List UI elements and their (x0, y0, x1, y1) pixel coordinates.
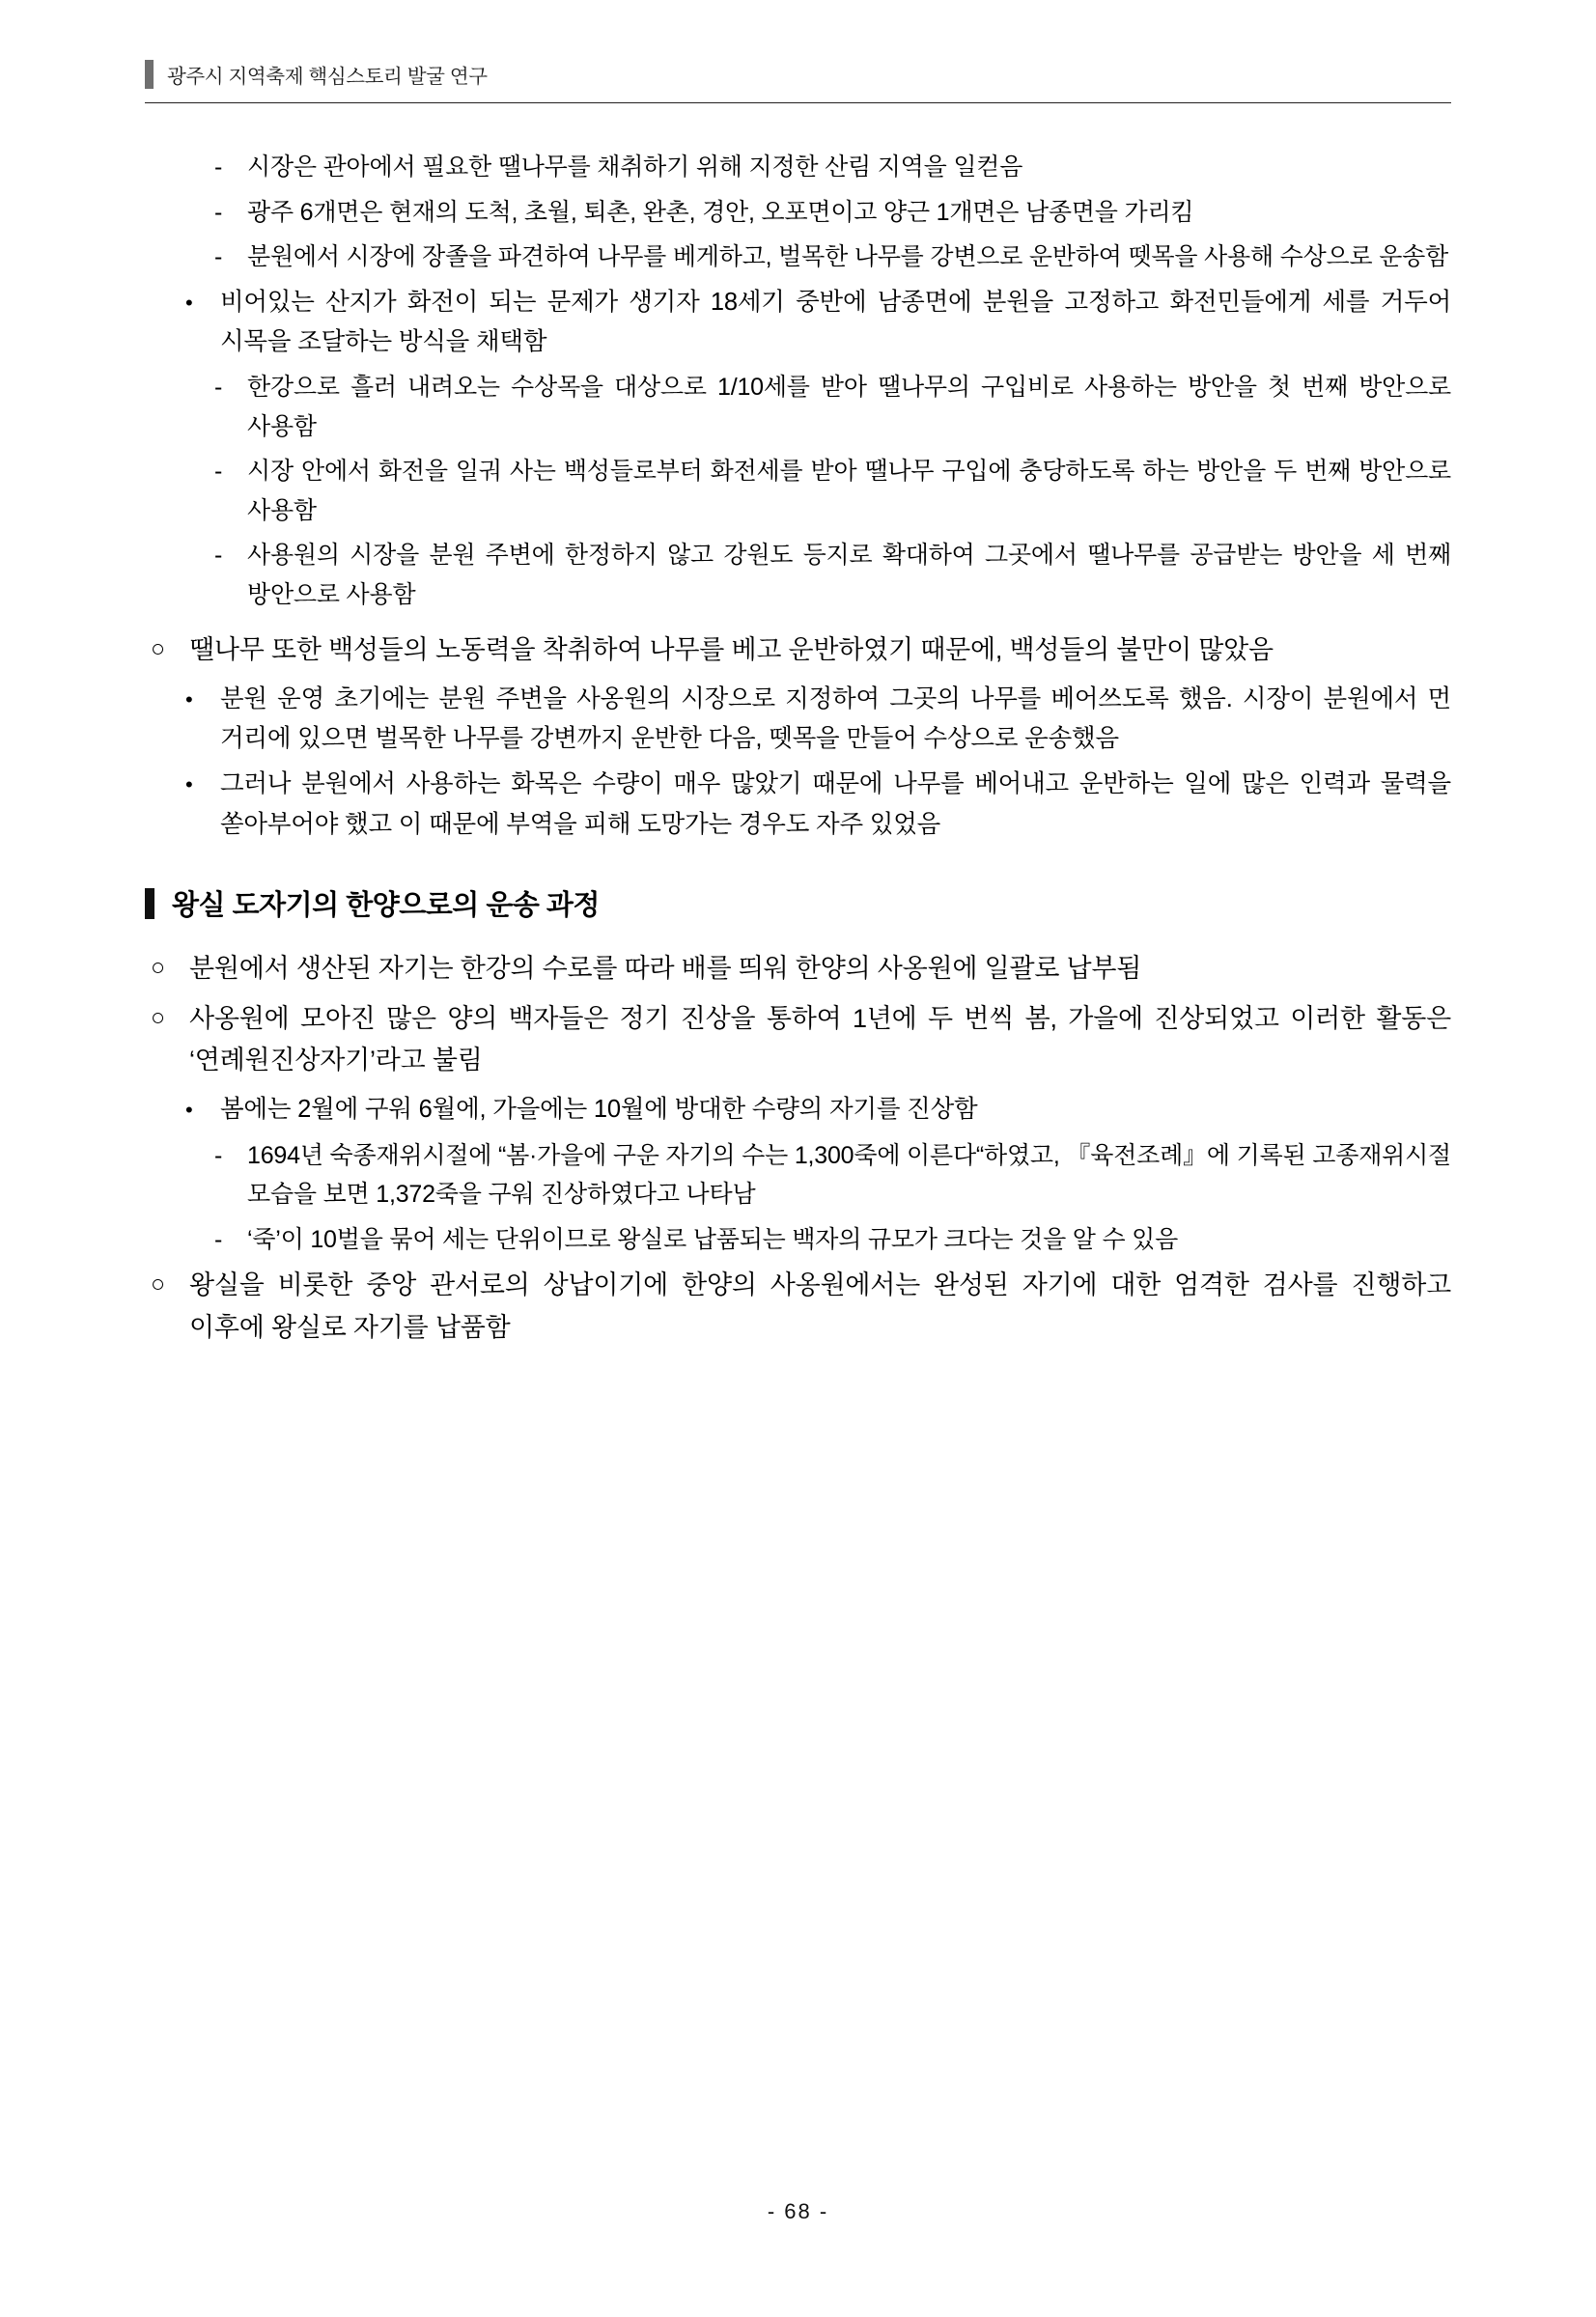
list-item (145, 536, 1451, 614)
list-marker: - (214, 154, 223, 181)
list-item (145, 765, 1451, 845)
list-item (145, 1090, 1451, 1130)
list-item (145, 629, 1451, 672)
list-item (145, 193, 1451, 233)
list-text: 사옹원에 모아진 많은 양의 백자들은 정기 진상을 통하여 1년에 두 번씩 봄, 가을에 진상되었고 이러한 활동은 ‘연례원진상자기’라고 불림 (189, 1003, 1451, 1075)
list-item (145, 998, 1451, 1082)
list-marker: - (214, 542, 223, 570)
list-marker: - (214, 198, 223, 226)
list-item (145, 1136, 1451, 1214)
document-body (145, 148, 1451, 1349)
list-marker: - (214, 1225, 223, 1253)
list-item (145, 1220, 1451, 1260)
list-text: 땔나무 또한 백성들의 노동력을 착취하여 나무를 베고 운반하였기 때문에, 백성들의 불만이 많았음 (189, 635, 1274, 665)
list-text: 봄에는 2월에 구워 6월에, 가을에는 10월에 방대한 수량의 자기를 진상함 (220, 1096, 978, 1124)
list-text: 1694년 숙종재위시절에 “봄·가을에 구운 자기의 수는 1,300죽에 이른다“하였고, 『육전조례』에 기록된 고종재위시절 모습을 보면 1,372죽을 구워 진상하였다고 나타남 (247, 1141, 1451, 1209)
list-text: 비어있는 산지가 화전이 되는 문제가 생기자 18세기 중반에 남종면에 분원을 고정하고 화전민들에게 세를 거두어 시목을 조달하는 방식을 채택함 (220, 288, 1451, 355)
list-text: 광주 6개면은 현재의 도척, 초월, 퇴촌, 완촌, 경안, 오포면이고 양근 1개면은 남종면을 가리킴 (247, 198, 1194, 226)
list-text: 사용원의 시장을 분원 주변에 한정하지 않고 강원도 등지로 확대하여 그곳에서 땔나무를 공급받는 방안을 세 번째 방안으로 사용함 (247, 542, 1451, 608)
list-item (145, 452, 1451, 530)
list-marker: ○ (151, 1270, 166, 1298)
list-text: 분원에서 생산된 자기는 한강의 수로를 따라 배를 띄워 한양의 사옹원에 일괄로 납부됨 (189, 954, 1142, 984)
document-page (0, 60, 1596, 2317)
list-marker: • (185, 772, 193, 797)
list-item (145, 368, 1451, 446)
list-marker: - (214, 1141, 223, 1169)
list-item (145, 680, 1451, 760)
list-marker: - (214, 243, 223, 270)
list-marker: • (185, 290, 193, 315)
page-number: - 68 - (767, 2199, 829, 2223)
list-marker: ○ (151, 635, 166, 663)
list-text: 시장 안에서 화전을 일궈 사는 백성들로부터 화전세를 받아 땔나무 구입에 충당하도록 하는 방안을 두 번째 방안으로 사용함 (247, 458, 1451, 524)
list-text: ‘죽’이 10벌을 묶어 세는 단위이므로 왕실로 납품되는 백자의 규모가 크다는 것을 알 수 있음 (247, 1225, 1179, 1253)
header-title: 광주시 지역축제 핵심스토리 발굴 연구 (167, 66, 488, 88)
list-marker: • (185, 1098, 193, 1123)
list-text: 왕실을 비롯한 중앙 관서로의 상납이기에 한양의 사옹원에서는 완성된 자기에 대한 엄격한 검사를 진행하고 이후에 왕실로 자기를 납품함 (189, 1270, 1451, 1342)
spacer (145, 620, 1451, 629)
list-marker: ○ (151, 1003, 166, 1031)
list-text: 그러나 분원에서 사용하는 화목은 수량이 매우 많았기 때문에 나무를 베어내고 운반하는 일에 많은 인력과 물력을 쏟아부어야 했고 이 때문에 부역을 피해 도망가는 경우도 자주 있었음 (220, 770, 1451, 838)
section-heading (145, 883, 1451, 923)
list-item (145, 237, 1451, 277)
list-text: 분원 운영 초기에는 분원 주변을 사옹원의 시장으로 지정하여 그곳의 나무를 베어쓰도록 했음. 시장이 분원에서 먼 거리에 있으면 벌목한 나무를 강변까지 운반한 다음, 뗏목을 만들어 수상으로 운송했음 (220, 684, 1451, 753)
list-item (145, 148, 1451, 187)
list-marker: - (214, 458, 223, 486)
list-text: 한강으로 흘러 내려오는 수상목을 대상으로 1/10세를 받아 땔나무의 구입비로 사용하는 방안을 첫 번째 방안으로 사용함 (247, 374, 1451, 440)
list-item (145, 1265, 1451, 1349)
list-item (145, 948, 1451, 991)
list-text: 시장은 관아에서 필요한 땔나무를 채취하기 위해 지정한 산림 지역을 일컫음 (247, 154, 1023, 181)
list-marker: ○ (151, 954, 166, 982)
list-marker: - (214, 374, 223, 402)
header-accent-bar (145, 60, 154, 89)
list-item (145, 283, 1451, 363)
list-text: 분원에서 시장에 장졸을 파견하여 나무를 베게하고, 벌목한 나무를 강변으로 운반하여 뗏목을 사용해 수상으로 운송함 (247, 243, 1449, 270)
section-accent-bar (145, 888, 154, 919)
page-header (145, 60, 1451, 103)
list-marker: • (185, 686, 193, 712)
section-title: 왕실 도자기의 한양으로의 운송 과정 (172, 890, 600, 922)
